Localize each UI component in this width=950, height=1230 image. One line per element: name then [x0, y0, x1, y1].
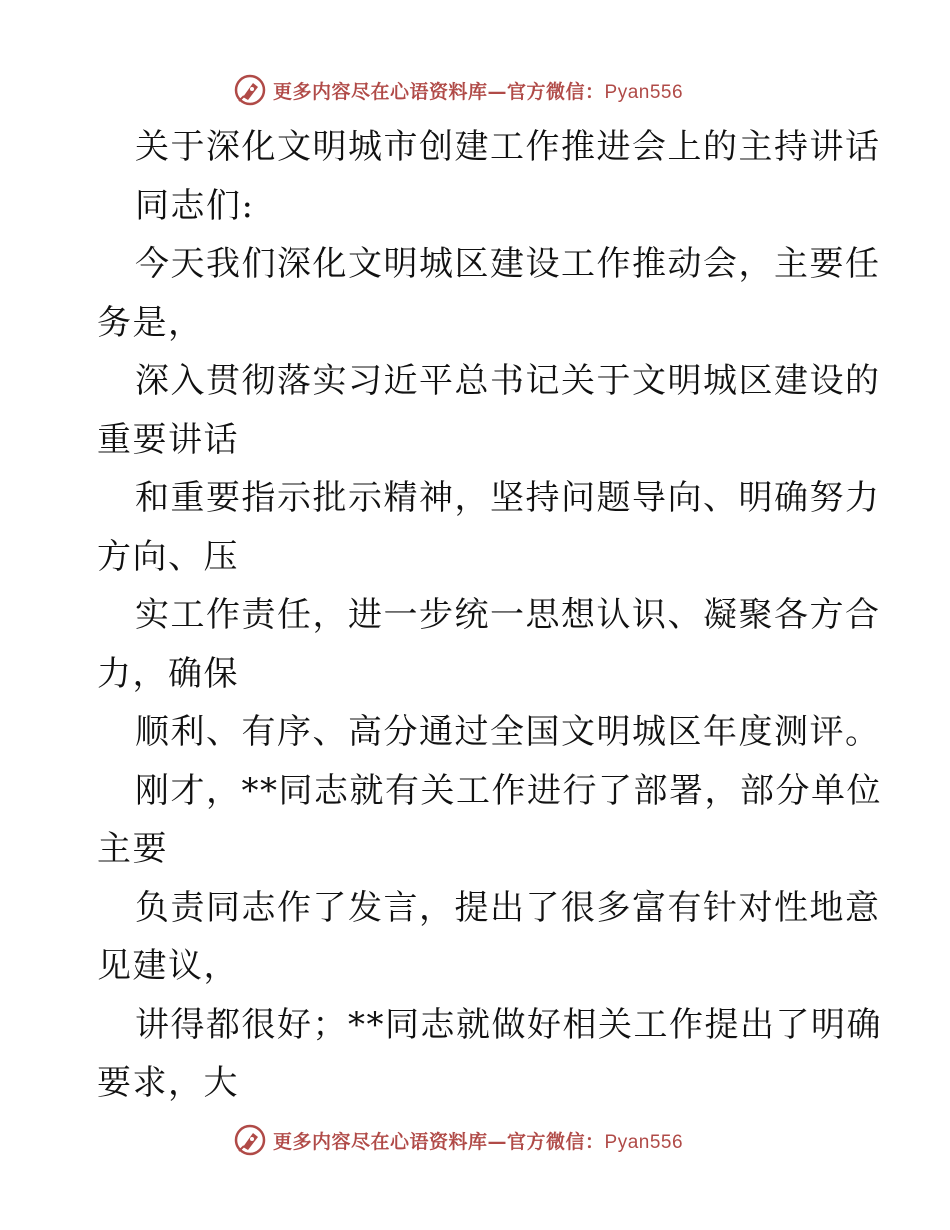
text-line: 同志们:	[135, 185, 255, 226]
document-body	[97, 118, 882, 1113]
text-line: 要求，大	[97, 1063, 239, 1103]
header-watermark	[233, 72, 683, 108]
footer-watermark	[233, 1122, 683, 1158]
text-line: 重要讲话	[97, 419, 239, 460]
text-line: 负责同志作了发言，提出了很多富有针对性地意	[135, 887, 881, 928]
text-line: 刚才，**同志就有关工作进行了部署，部分单位	[135, 770, 882, 811]
text-line: 顺利、有序、高分通过全国文明城区年度测评。	[135, 712, 881, 752]
text-line: 主要	[97, 829, 168, 869]
pen-nib-logo-icon	[233, 1123, 267, 1157]
watermark-text: 更多内容尽在心语资料库—官方微信：Pyan556	[273, 1130, 684, 1153]
watermark-text: 更多内容尽在心语资料库—官方微信：Pyan556	[273, 80, 684, 103]
text-line: 务是，	[97, 302, 204, 343]
text-line: 方向、压	[97, 536, 239, 577]
text-line: 讲得都很好；**同志就做好相关工作提出了明确	[135, 1004, 882, 1045]
pen-nib-logo-icon	[233, 73, 267, 107]
text-line: 和重要指示批示精神，坚持问题导向、明确努力	[135, 478, 881, 518]
text-line: 关于深化文明城市创建工作推进会上的主持讲话	[135, 127, 881, 167]
text-line: 见建议，	[97, 946, 239, 986]
text-line: 今天我们深化文明城区建设工作推动会，主要任	[135, 244, 881, 284]
text-line: 实工作责任，进一步统一思想认识、凝聚各方合	[135, 595, 881, 635]
text-line: 深入贯彻落实习近平总书记关于文明城区建设的	[135, 361, 881, 401]
text-line: 力，确保	[97, 653, 239, 694]
